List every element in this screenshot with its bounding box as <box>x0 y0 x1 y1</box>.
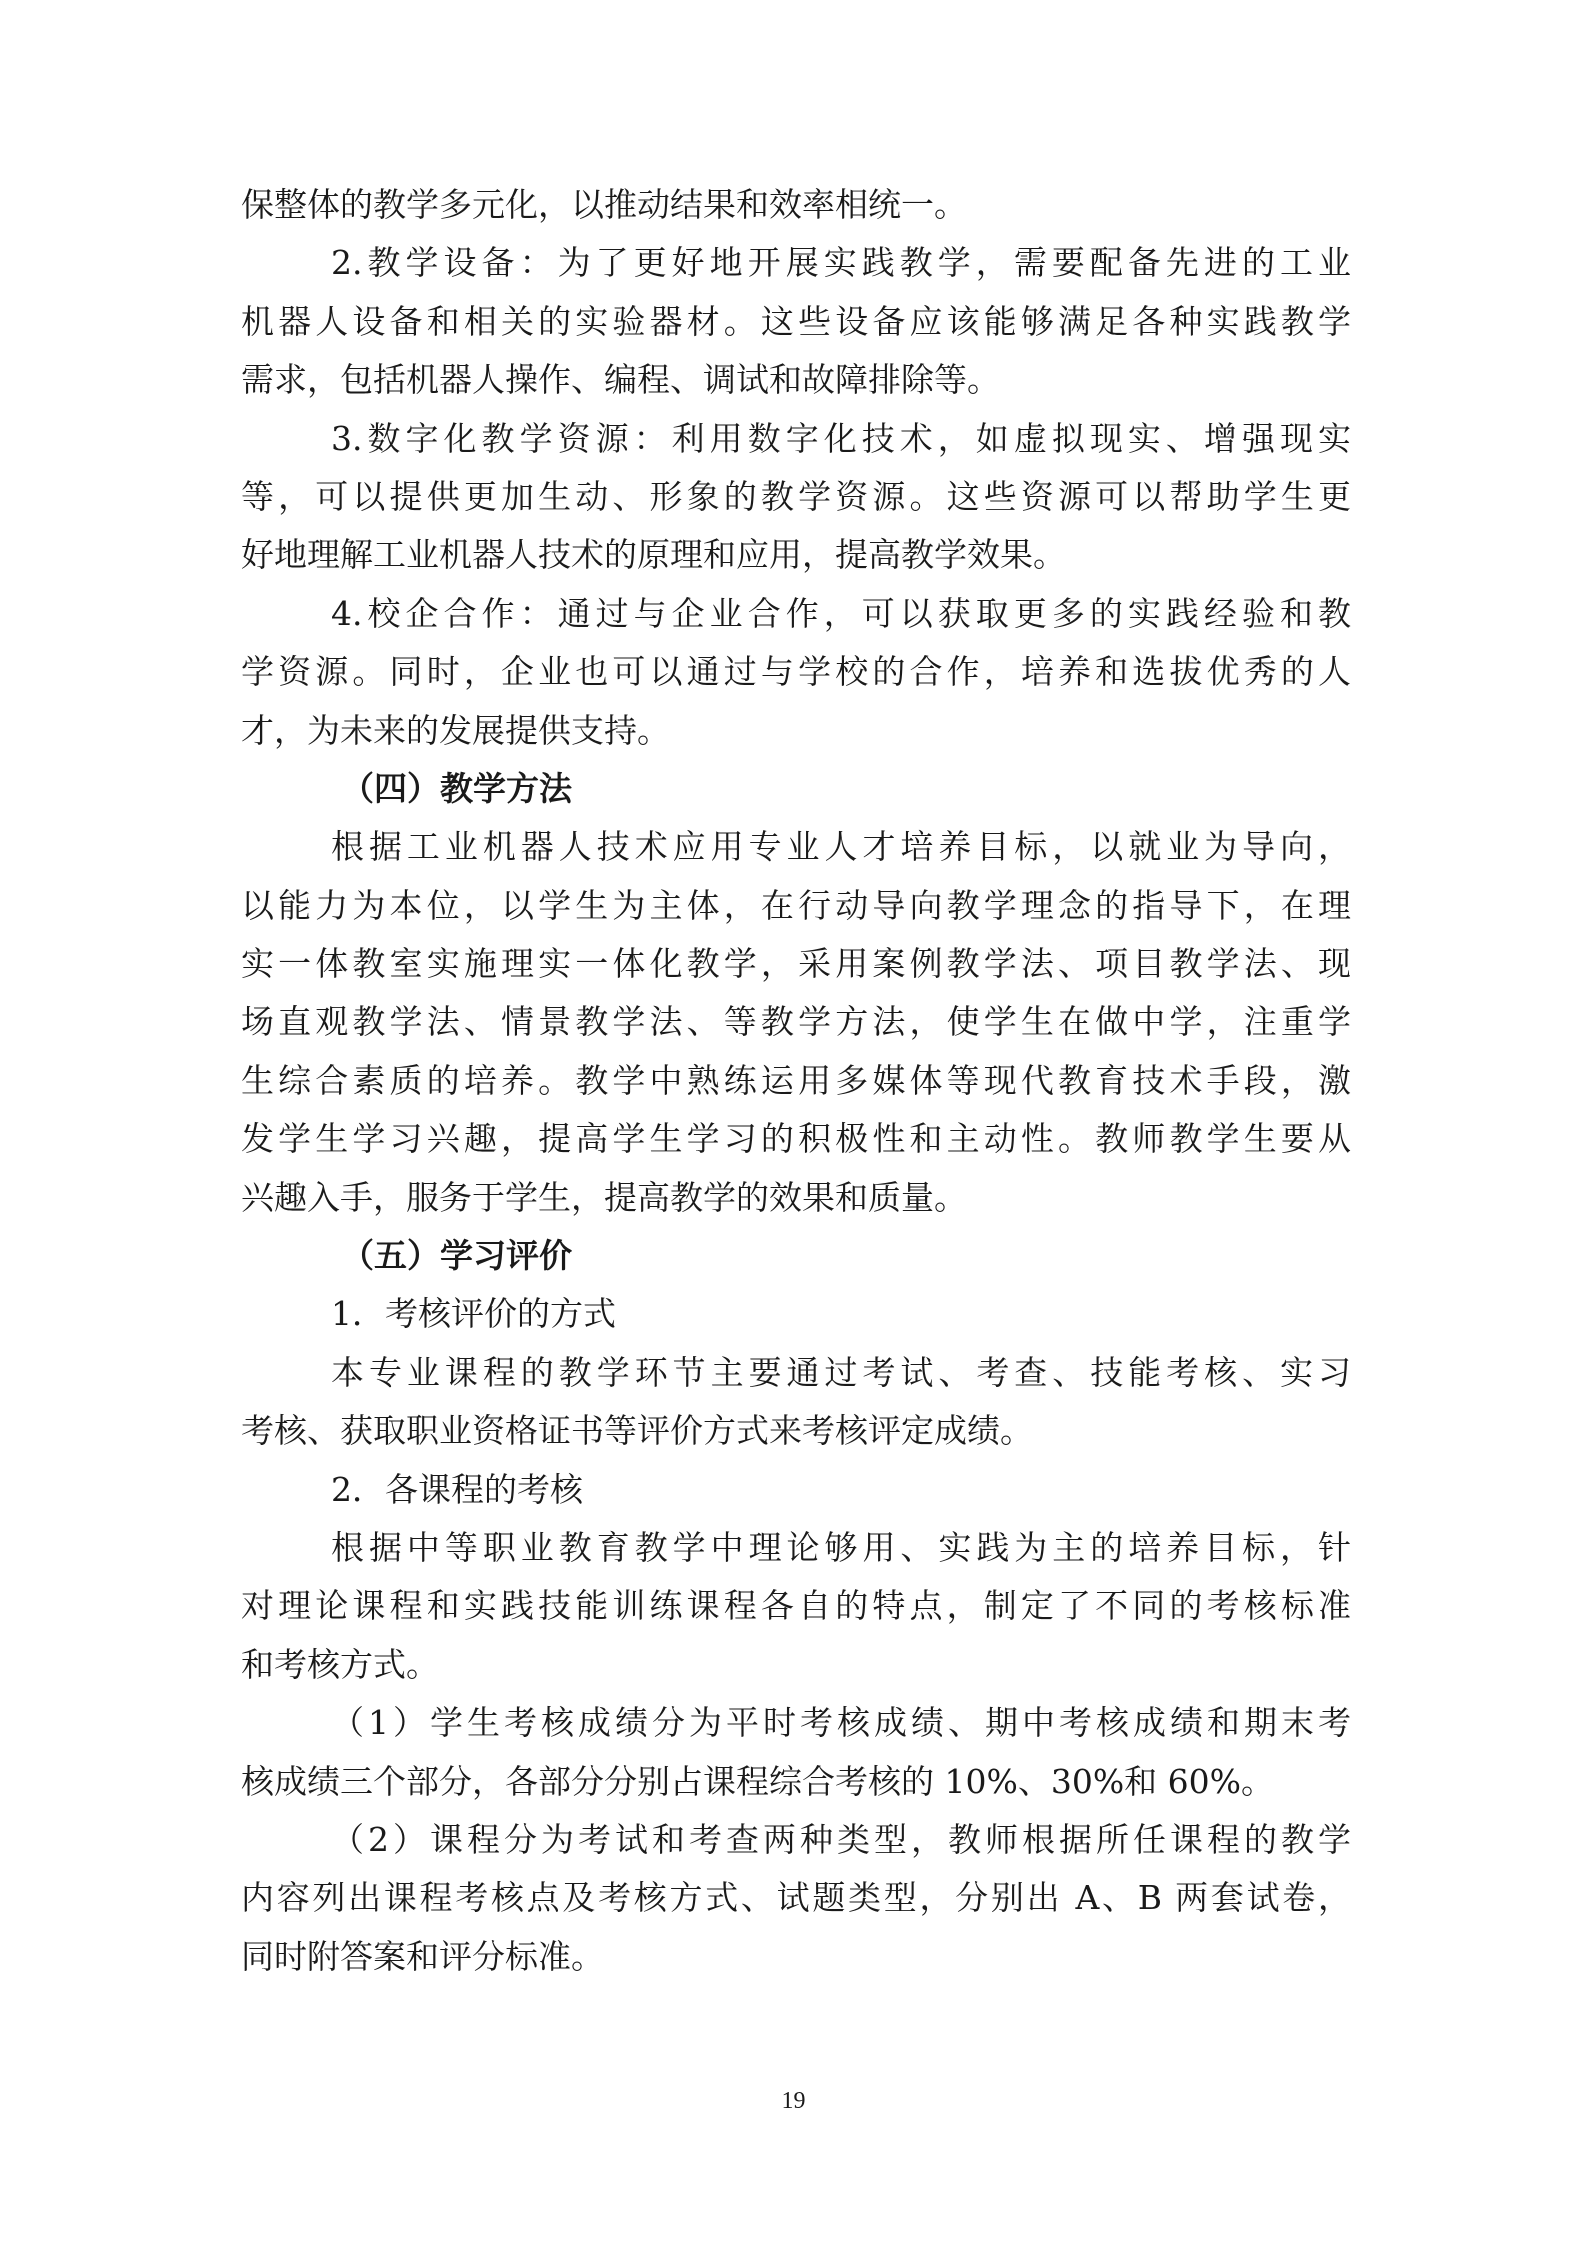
document-body <box>241 176 1351 1986</box>
text-line: 机器人设备和相关的实验器材。这些设备应该能够满足各种实践教学 <box>241 301 1351 341</box>
text-line: 保整体的教学多元化，以推动结果和效率相统一。 <box>241 185 967 224</box>
text-line: 核成绩三个部分，各部分分别占课程综合考核的 10%、30%和 60%。 <box>241 1761 1275 1801</box>
text-line: 等，可以提供更加生动、形象的教学资源。这些资源可以帮助学生更 <box>241 476 1351 516</box>
text-line: 2．各课程的考核 <box>331 1469 583 1509</box>
text-line: 发学生学习兴趣，提高学生学习的积极性和主动性。教师教学生要从 <box>241 1119 1351 1159</box>
text-line: 学资源。同时，企业也可以通过与学校的合作，培养和选拔优秀的人 <box>241 652 1351 692</box>
text-line: 对理论课程和实践技能训练课程各自的特点，制定了不同的考核标准 <box>241 1586 1351 1626</box>
text-line: 实一体教室实施理实一体化教学，采用案例教学法、项目教学法、现 <box>241 944 1351 984</box>
text-line: 同时附答案和评分标准。 <box>241 1936 604 1976</box>
text-line: 4.校企合作：通过与企业合作，可以获取更多的实践经验和教 <box>331 593 1351 633</box>
text-line: 2.教学设备：为了更好地开展实践教学，需要配备先进的工业 <box>331 243 1351 283</box>
text-line: 需求，包括机器人操作、编程、调试和故障排除等。 <box>241 360 1000 400</box>
text-line: 本专业课程的教学环节主要通过考试、考查、技能考核、实习 <box>331 1352 1351 1392</box>
text-line: 生综合素质的培养。教学中熟练运用多媒体等现代教育技术手段，激 <box>241 1060 1351 1100</box>
text-line: 考核、获取职业资格证书等评价方式来考核评定成绩。 <box>241 1411 1033 1451</box>
section-heading: （五）学习评价 <box>341 1236 572 1276</box>
text-line: 内容列出课程考核点及考核方式、试题类型，分别出 A、B 两套试卷， <box>241 1878 1351 1918</box>
text-line: 场直观教学法、情景教学法、等教学方法，使学生在做中学，注重学 <box>241 1002 1351 1042</box>
text-line: 3.数字化教学资源：利用数字化技术，如虚拟现实、增强现实 <box>331 418 1351 458</box>
text-line: 和考核方式。 <box>241 1644 439 1684</box>
text-line: 好地理解工业机器人技术的原理和应用，提高教学效果。 <box>241 535 1066 575</box>
text-line: 兴趣入手，服务于学生，提高教学的效果和质量。 <box>241 1177 967 1217</box>
page-number: 19 <box>781 2088 806 2114</box>
text-line: 1．考核评价的方式 <box>331 1294 616 1334</box>
section-heading: （四）教学方法 <box>341 768 572 808</box>
text-line: 根据工业机器人技术应用专业人才培养目标，以就业为导向， <box>331 827 1351 867</box>
text-line: （1）学生考核成绩分为平时考核成绩、期中考核成绩和期末考 <box>331 1703 1351 1743</box>
text-line: 根据中等职业教育教学中理论够用、实践为主的培养目标，针 <box>331 1527 1351 1567</box>
text-line: （2）课程分为考试和考查两种类型，教师根据所任课程的教学 <box>331 1819 1351 1859</box>
text-line: 以能力为本位，以学生为主体，在行动导向教学理念的指导下，在理 <box>241 885 1351 925</box>
text-line: 才，为未来的发展提供支持。 <box>241 710 670 750</box>
